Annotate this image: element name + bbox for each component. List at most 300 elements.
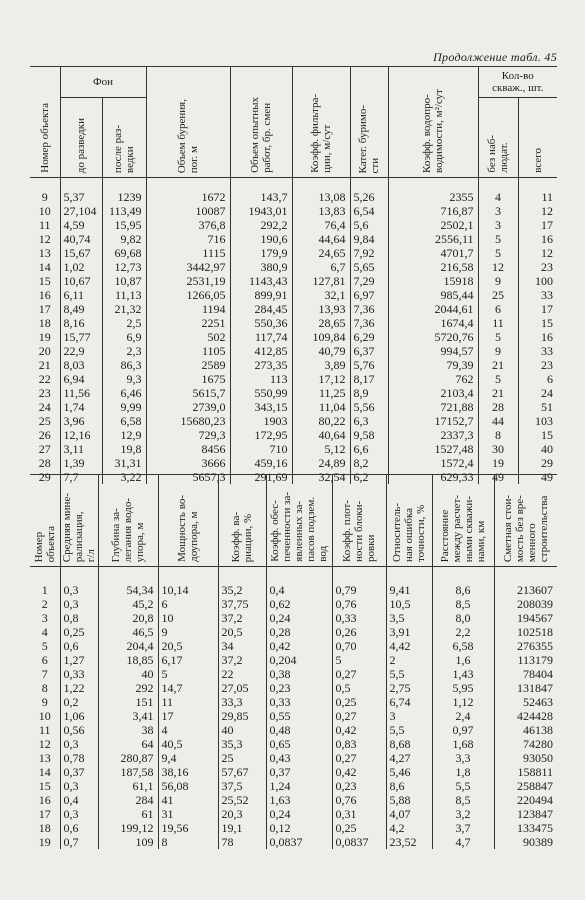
table-cell: 8,03: [60, 358, 102, 372]
table-cell: 17: [38, 302, 51, 316]
table-cell: 37,2: [218, 653, 266, 667]
table-cell: 0,28: [266, 625, 332, 639]
table-cell: 10,14: [158, 583, 218, 597]
table-row: [30, 232, 557, 246]
table-cell: 1,68: [432, 737, 494, 751]
table-cell: 11: [38, 723, 51, 737]
table-cell: 172,95: [230, 428, 292, 442]
table-cell: 29: [518, 456, 557, 470]
table-row: [30, 302, 557, 316]
table-cell: 9,58: [350, 428, 388, 442]
header-density: Коэфф. плот- ности блоки- ровки: [332, 475, 386, 567]
table-cell: 11,04: [292, 400, 350, 414]
table-cell: 12: [478, 260, 518, 274]
header-mineral: Средняя мине- рализация, г/л: [60, 475, 98, 567]
table-cell: 0,24: [266, 807, 332, 821]
table-2: [30, 474, 557, 849]
table-cell: 4: [158, 723, 218, 737]
table-cell: 3,96: [60, 414, 102, 428]
table-cell: 40,5: [158, 737, 218, 751]
table-cell: 23: [518, 260, 557, 274]
header-wells-obs: без наб- людат.: [478, 98, 518, 178]
table-cell: 0,37: [60, 765, 98, 779]
table-cell: 11: [38, 218, 51, 232]
table-cell: 2,75: [386, 681, 432, 695]
table-row: [30, 835, 557, 849]
table-cell: 131847: [494, 681, 557, 695]
table-cell: 0,27: [332, 667, 386, 681]
table-cell: 424428: [494, 709, 557, 723]
table-cell: 37,2: [218, 611, 266, 625]
table-cell: 12: [518, 204, 557, 218]
table-cell: 38,16: [158, 765, 218, 779]
table-cell: 6,17: [158, 653, 218, 667]
table-cell: 8,6: [432, 583, 494, 597]
table-cell: 1,43: [432, 667, 494, 681]
table-cell: 7,29: [350, 274, 388, 288]
table-cell: 40: [98, 667, 158, 681]
table-row: [30, 344, 557, 358]
table-cell: 24,65: [292, 246, 350, 260]
table-cell: 10: [38, 204, 51, 218]
table-cell: 10,67: [60, 274, 102, 288]
table-cell: 0,25: [332, 695, 386, 709]
table-cell: 12,9: [102, 428, 146, 442]
table-cell: 151: [98, 695, 158, 709]
table-cell: 5: [332, 653, 386, 667]
table-cell: 1675: [146, 372, 230, 386]
table-cell: 76,4: [292, 218, 350, 232]
table-row: [30, 190, 557, 204]
header-fon-before: до разведки: [60, 98, 102, 178]
table-cell: 6,97: [350, 288, 388, 302]
table-cell: 985,44: [388, 288, 478, 302]
header-filtration: Коэфф. фильтра- ции, м/сут: [292, 67, 350, 178]
table-cell: 3,91: [386, 625, 432, 639]
table-cell: 12: [518, 246, 557, 260]
table-cell: 0,4: [266, 583, 332, 597]
table-cell: 0,62: [266, 597, 332, 611]
table-cell: 14: [38, 260, 51, 274]
table-cell: 6: [41, 653, 48, 667]
table-cell: 32,54: [292, 470, 350, 484]
table-cell: 0,33: [266, 695, 332, 709]
table-cell: 550,99: [230, 386, 292, 400]
table-cell: 343,15: [230, 400, 292, 414]
table-row: [30, 807, 557, 821]
table-cell: 15: [38, 274, 51, 288]
table-cell: 1,22: [60, 681, 98, 695]
table-cell: 2,4: [432, 709, 494, 723]
table-cell: 18,85: [98, 653, 158, 667]
table-row: [30, 723, 557, 737]
table-cell: 30: [478, 442, 518, 456]
table-cell: 0,37: [266, 765, 332, 779]
table-cell: 6: [158, 597, 218, 611]
table-cell: 1143,43: [230, 274, 292, 288]
table-cell: 11: [518, 190, 557, 204]
table-cell: 20,3: [218, 807, 266, 821]
table-cell: 0,12: [266, 821, 332, 835]
table-cell: 204,4: [98, 639, 158, 653]
table-cell: 25,52: [218, 793, 266, 807]
table-cell: 74280: [494, 737, 557, 751]
table-cell: 17,12: [292, 372, 350, 386]
table-cell: 9,99: [102, 400, 146, 414]
table-cell: 1105: [146, 344, 230, 358]
table-cell: 6,2: [350, 470, 388, 484]
table-cell: 109: [98, 835, 158, 849]
table-cell: 28,65: [292, 316, 350, 330]
table-cell: 1903: [230, 414, 292, 428]
table-cell: 7,36: [350, 302, 388, 316]
table-cell: 0,48: [266, 723, 332, 737]
table-row: [30, 204, 557, 218]
table-cell: 3: [41, 611, 48, 625]
table-cell: 0,42: [332, 765, 386, 779]
table-cell: 93050: [494, 751, 557, 765]
table-cell: 23,52: [386, 835, 432, 849]
table-cell: 113,49: [102, 204, 146, 218]
table-cell: 19,56: [158, 821, 218, 835]
table-cell: 13: [38, 246, 51, 260]
table-caption: Продолжение табл. 45: [433, 50, 557, 64]
table-cell: 61,1: [98, 779, 158, 793]
table-cell: 44,64: [292, 232, 350, 246]
table-cell: 13,08: [292, 190, 350, 204]
table-cell: 190,6: [230, 232, 292, 246]
table-cell: 5,5: [432, 779, 494, 793]
table-cell: 284,45: [230, 302, 292, 316]
table-cell: 5,12: [292, 442, 350, 456]
table-row: [30, 372, 557, 386]
table-cell: 292,2: [230, 218, 292, 232]
table-cell: 3,3: [432, 751, 494, 765]
header-drilling: Объем бурения, пог. м: [146, 67, 230, 178]
table-cell: 292: [98, 681, 158, 695]
table-cell: 762: [388, 372, 478, 386]
table-cell: 27,05: [218, 681, 266, 695]
table-cell: 117,74: [230, 330, 292, 344]
table-row: [30, 260, 557, 274]
table-row: [30, 597, 557, 611]
table-cell: 8,5: [432, 597, 494, 611]
table-cell: 6,7: [292, 260, 350, 274]
table-cell: 37,5: [218, 779, 266, 793]
table-cell: 0,23: [266, 681, 332, 695]
table-row: [30, 695, 557, 709]
table-cell: 103: [518, 414, 557, 428]
table-cell: 69,68: [102, 246, 146, 260]
table-cell: 0,42: [332, 723, 386, 737]
table-row: [30, 400, 557, 414]
table-cell: 18: [38, 316, 51, 330]
table-cell: 0,31: [332, 807, 386, 821]
table-cell: 0,2: [60, 695, 98, 709]
table-cell: 27: [38, 442, 51, 456]
table-cell: 3,11: [60, 442, 102, 456]
table-cell: 2,3: [102, 344, 146, 358]
table-cell: 40: [518, 442, 557, 456]
table-cell: 17: [158, 709, 218, 723]
table-cell: 0,33: [332, 611, 386, 625]
table-cell: 0,3: [60, 737, 98, 751]
header-distance: Расстояние между расчет- ными скважи- нами, км: [432, 475, 494, 567]
table-row: [30, 611, 557, 625]
table-cell: 1527,48: [388, 442, 478, 456]
table-cell: 1,74: [60, 400, 102, 414]
table-cell: 113: [230, 372, 292, 386]
table-1-body: [30, 178, 557, 485]
table-cell: 7,92: [350, 246, 388, 260]
table-cell: 22: [38, 372, 51, 386]
table-row: [30, 386, 557, 400]
table-cell: 0,3: [60, 583, 98, 597]
table-cell: 15: [518, 428, 557, 442]
table-cell: 57,67: [218, 765, 266, 779]
table-cell: 25: [38, 414, 51, 428]
table-cell: 8,2: [350, 456, 388, 470]
table-row: [30, 793, 557, 807]
table-row: [30, 625, 557, 639]
table-cell: 0,0837: [332, 835, 386, 849]
table-cell: 0,204: [266, 653, 332, 667]
table-cell: 5,5: [386, 723, 432, 737]
table-cell: 1672: [146, 190, 230, 204]
table-row: [30, 218, 557, 232]
table-cell: 2556,11: [388, 232, 478, 246]
table-cell: 6,9: [102, 330, 146, 344]
table-cell: 0,83: [332, 737, 386, 751]
table-cell: 52463: [494, 695, 557, 709]
table-cell: 6: [518, 372, 557, 386]
table-cell: 11: [158, 695, 218, 709]
table-cell: 56,08: [158, 779, 218, 793]
table-cell: 3,41: [98, 709, 158, 723]
table-cell: 12: [38, 232, 51, 246]
table-cell: 216,58: [388, 260, 478, 274]
table-cell: 49: [518, 470, 557, 484]
table-cell: 5,6: [350, 218, 388, 232]
table-cell: 19: [38, 330, 51, 344]
table-cell: 31: [158, 807, 218, 821]
table-cell: 194567: [494, 611, 557, 625]
header-object-no: Номер объекта: [30, 67, 60, 178]
table-cell: 4,59: [60, 218, 102, 232]
table-cell: 0,24: [266, 611, 332, 625]
header-pump-tests: Объем опытных работ, бр. смен: [230, 67, 292, 178]
table-cell: 729,3: [146, 428, 230, 442]
table-cell: 23: [38, 386, 51, 400]
table-cell: 0,55: [266, 709, 332, 723]
table-cell: 2589: [146, 358, 230, 372]
table-cell: 3,7: [432, 821, 494, 835]
table-cell: 79,39: [388, 358, 478, 372]
table-cell: 0,25: [332, 821, 386, 835]
header-fon-after: после раз- ведки: [102, 98, 146, 178]
table-cell: 8456: [146, 442, 230, 456]
table-cell: 20,5: [158, 639, 218, 653]
table-row: [30, 414, 557, 428]
table-cell: 0,6: [60, 821, 98, 835]
table-cell: 6,74: [386, 695, 432, 709]
table-cell: 40,64: [292, 428, 350, 442]
table-cell: 994,57: [388, 344, 478, 358]
table-cell: 11,56: [60, 386, 102, 400]
table-cell: 502: [146, 330, 230, 344]
table-cell: 61: [98, 807, 158, 821]
table-cell: 1,06: [60, 709, 98, 723]
table-cell: 2: [386, 653, 432, 667]
table-cell: 9: [41, 695, 48, 709]
table-cell: 16: [38, 793, 51, 807]
table-cell: 13: [38, 751, 51, 765]
table-cell: 1,63: [266, 793, 332, 807]
table-cell: 5615,7: [146, 386, 230, 400]
table-cell: 20: [38, 344, 51, 358]
table-cell: 2355: [388, 190, 478, 204]
table-row: [30, 442, 557, 456]
table-cell: 133475: [494, 821, 557, 835]
table-cell: 3: [478, 218, 518, 232]
table-cell: 7,7: [60, 470, 102, 484]
table-cell: 28: [38, 456, 51, 470]
table-row: [30, 653, 557, 667]
table-cell: 0,3: [60, 807, 98, 821]
table-cell: 64: [98, 737, 158, 751]
table-cell: 2337,3: [388, 428, 478, 442]
table-cell: 3: [386, 709, 432, 723]
table-cell: 1115: [146, 246, 230, 260]
table-cell: 45,2: [98, 597, 158, 611]
table-cell: 10: [38, 709, 51, 723]
table-cell: 17: [38, 807, 51, 821]
table-cell: 721,88: [388, 400, 478, 414]
header-wells: Кол-во скваж., шт.: [478, 67, 557, 98]
table-cell: 12,73: [102, 260, 146, 274]
header-cost: Сметная стои- мость без вре- менного строительства: [494, 475, 557, 567]
table-cell: 8: [478, 428, 518, 442]
table-row: [30, 316, 557, 330]
table-cell: 0,78: [60, 751, 98, 765]
table-cell: 6,54: [350, 204, 388, 218]
table-cell: 25: [478, 288, 518, 302]
table-row: [30, 583, 557, 597]
table-cell: 4,27: [386, 751, 432, 765]
table-row: [30, 681, 557, 695]
table-cell: 4: [478, 190, 518, 204]
table-cell: 78404: [494, 667, 557, 681]
table-cell: 9: [158, 625, 218, 639]
table-cell: 0,25: [60, 625, 98, 639]
table-cell: 5: [41, 639, 48, 653]
table-row: [30, 428, 557, 442]
table-cell: 3,2: [432, 807, 494, 821]
table-cell: 37,75: [218, 597, 266, 611]
table-cell: 8,17: [350, 372, 388, 386]
table-cell: 0,3: [60, 779, 98, 793]
table-cell: 7: [41, 667, 48, 681]
table-cell: 1194: [146, 302, 230, 316]
table-cell: 5: [478, 232, 518, 246]
table-cell: 6,94: [60, 372, 102, 386]
table-cell: 8: [41, 681, 48, 695]
table-cell: 2251: [146, 316, 230, 330]
table-cell: 40,74: [60, 232, 102, 246]
table-cell: 5: [478, 246, 518, 260]
table-cell: 123847: [494, 807, 557, 821]
table-1: [30, 66, 557, 484]
table-row: [30, 358, 557, 372]
table-cell: 2502,1: [388, 218, 478, 232]
table-cell: 17: [518, 302, 557, 316]
table-cell: 0,26: [332, 625, 386, 639]
table-cell: 10,87: [102, 274, 146, 288]
table-cell: 20,5: [218, 625, 266, 639]
table-cell: 5,65: [350, 260, 388, 274]
table-cell: 0,38: [266, 667, 332, 681]
table-cell: 24: [518, 386, 557, 400]
table-cell: 2044,61: [388, 302, 478, 316]
table-cell: 4: [41, 625, 48, 639]
table-cell: 21,32: [102, 302, 146, 316]
table-cell: 1,8: [432, 765, 494, 779]
table-cell: 899,91: [230, 288, 292, 302]
table-cell: 0,76: [332, 597, 386, 611]
table-cell: 14,7: [158, 681, 218, 695]
table-cell: 9,82: [102, 232, 146, 246]
table-cell: 3,89: [292, 358, 350, 372]
table-cell: 3,5: [386, 611, 432, 625]
table-cell: 8,9: [350, 386, 388, 400]
table-cell: 2,2: [432, 625, 494, 639]
table-cell: 22,9: [60, 344, 102, 358]
table-cell: 2739,0: [146, 400, 230, 414]
table-cell: 26: [38, 428, 51, 442]
table-cell: 0,5: [332, 681, 386, 695]
table-cell: 0,6: [60, 639, 98, 653]
table-cell: 376,8: [146, 218, 230, 232]
table-cell: 15680,23: [146, 414, 230, 428]
table-cell: 1943,01: [230, 204, 292, 218]
table-cell: 51: [518, 400, 557, 414]
table-cell: 3666: [146, 456, 230, 470]
table-cell: 113179: [494, 653, 557, 667]
table-cell: 8,6: [386, 779, 432, 793]
table-cell: 3,22: [102, 470, 146, 484]
table-cell: 0,27: [332, 751, 386, 765]
table-2-body: [30, 567, 557, 850]
table-cell: 4,07: [386, 807, 432, 821]
table-cell: 1,27: [60, 653, 98, 667]
header-error: Относитель- ная ошибка точности, %: [386, 475, 432, 567]
table-cell: 8,16: [60, 316, 102, 330]
table-cell: 16: [518, 232, 557, 246]
table-cell: 10,5: [386, 597, 432, 611]
table-cell: 3442,97: [146, 260, 230, 274]
table-cell: 0,27: [332, 709, 386, 723]
table-cell: 7,36: [350, 316, 388, 330]
table-cell: 0,97: [432, 723, 494, 737]
table-cell: 31,31: [102, 456, 146, 470]
table-cell: 80,22: [292, 414, 350, 428]
table-cell: 44: [478, 414, 518, 428]
table-cell: 38: [98, 723, 158, 737]
table-cell: 0,8: [60, 611, 98, 625]
table-cell: 5,5: [386, 667, 432, 681]
table-cell: 550,36: [230, 316, 292, 330]
table-cell: 710: [230, 442, 292, 456]
